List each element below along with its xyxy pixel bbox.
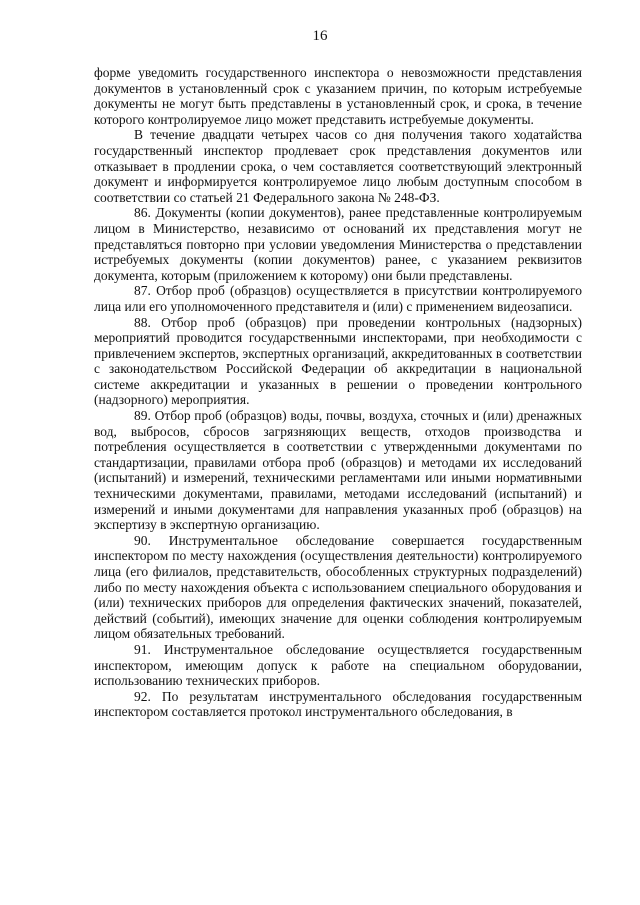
paragraph-92: 92. По результатам инструментального обследования государственным инспектором составляется протокол инструментального обследования, в [94, 688, 582, 720]
page-number: 16 [312, 28, 328, 44]
paragraph-extension-decision: В течение двадцати четырех часов со дня получения такого ходатайства государственный инспектор продлевает срок представления документов или отказывает в продлении срока, о чем составляется соответствующий электронный документ и информируется контролируемое лицо любым доступным способом в соответствии со статьей 21 Федерального закона № 248-ФЗ. [94, 127, 582, 205]
paragraph-86: 86. Документы (копии документов), ранее представленные контролируемым лицом в Министерство, независимо от оснований их представления могут не представляться повторно при условии уведомления Министерства о представлении истребуемых документы (копии документов) ранее, с указанием реквизитов документа, которым (приложением к которому) они были представлены. [94, 205, 582, 283]
paragraph-90: 90. Инструментальное обследование совершается государственным инспектором по месту нахождения (осуществления деятельности) контролируемого лица (его филиалов, представительств, обособленных структурных подразделений) либо по месту нахождения объекта с использованием специального оборудования и (или) технических приборов для определения фактических значений, показателей, действий (событий), имеющих значение для оценки соблюдения контролируемым лицом обязательных требований. [94, 532, 582, 642]
paragraph-91: 91. Инструментальное обследование осуществляется государственным инспектором, имеющим допуск к работе на специальном оборудовании, использованию технических приборов. [94, 641, 582, 689]
document-body [94, 65, 582, 720]
paragraph-87: 87. Отбор проб (образцов) осуществляется в присутствии контролируемого лица или его уполномоченного представителя и (или) с применением видеозаписи. [94, 283, 582, 314]
paragraph-89: 89. Отбор проб (образцов) воды, почвы, воздуха, сточных и (или) дренажных вод, выбросов, сбросов загрязняющих веществ, отходов производства и потребления осуществляется в соответствии с утвержденными документами по стандартизации, правилами отбора проб (образцов) и методами их исследований (испытаний) и измерений, техническими регламентами или иными нормативными техническими документами, правилами, методами исследований (испытаний) и измерений и иными документами для направления указанных проб (образцов) на экспертизу в экспертную организацию. [94, 408, 582, 533]
paragraph-continuation: форме уведомить государственного инспектора о невозможности представления документов в установленный срок с указанием причин, по которым истребуемые документы не могут быть представлены в установленный срок, и срока, в течение которого контролируемое лицо может представить истребуемые документы. [94, 65, 582, 127]
paragraph-88: 88. Отбор проб (образцов) при проведении контрольных (надзорных) мероприятий проводится государственными инспекторами, при необходимости с привлечением экспертов, экспертных организаций, аккредитованных в соответствии с законодательством Российской Федерации об аккредитации в национальной системе аккредитации и указанных в решении о проведении контрольного (надзорного) мероприятия. [94, 314, 582, 408]
